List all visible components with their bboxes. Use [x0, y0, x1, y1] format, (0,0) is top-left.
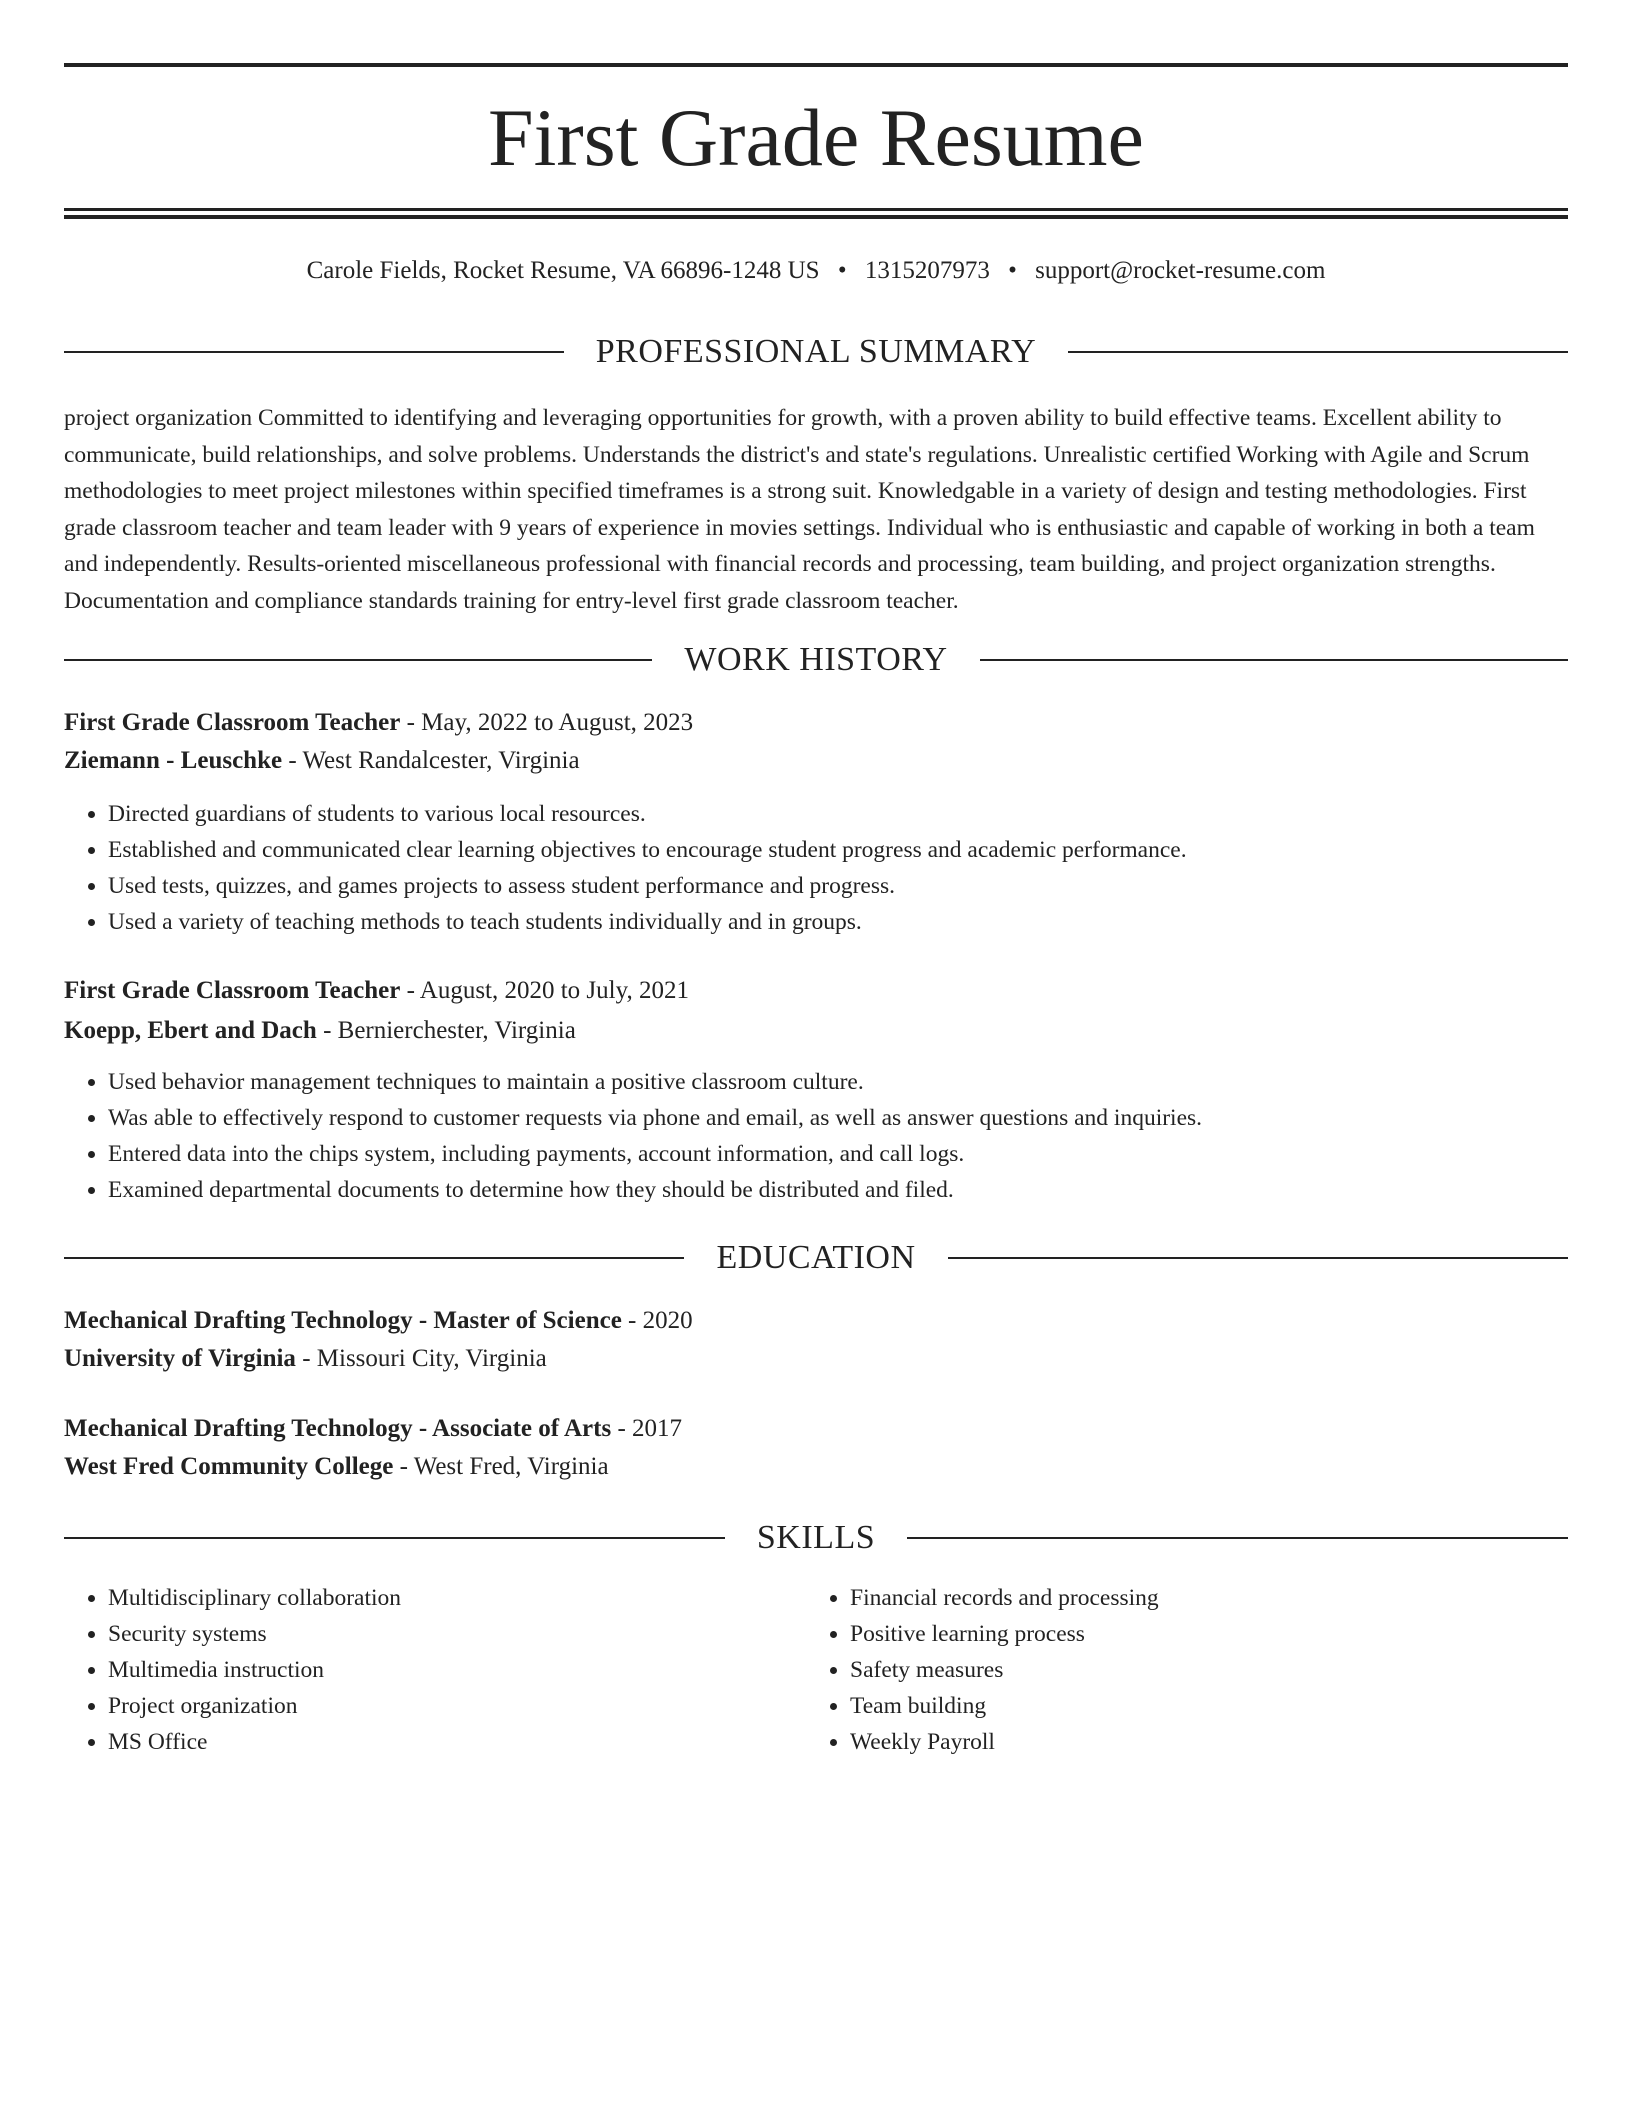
job-bullet-list: [64, 796, 1568, 940]
job-employer: Ziemann - Leuschke: [64, 747, 283, 774]
list-item: • Multidisciplinary collaboration: [108, 1580, 808, 1616]
education-school-line: [64, 1342, 1568, 1376]
section-heading-summary: [64, 330, 1568, 374]
professional-summary-text: project organization Committed to identifying and leveraging opportunities for growth, with a proven ability to build effective teams. Excellent ability to communicate, build relationships, and solve problems. Understands the district's and state's regulations. Unrealistic certified Working with Agile and Scrum methodologies to meet project milestones within specified timeframes is a strong suit. Knowledgable in a variety of design and testing methodologies. First grade classroom teacher and team leader with 9 years of experience in movies settings. Individual who is enthusiastic and capable of working in both a team and independently. Results-oriented miscellaneous professional with financial records and processing, team building, and project organization strengths. Documentation and compliance standards training for entry-level first grade classroom teacher.: [64, 405, 1535, 614]
education-location: - Missouri City, Virginia: [295, 1345, 547, 1372]
top-rule: [64, 63, 1568, 67]
contact-address: Carole Fields, Rocket Resume, VA 66896-1248 US: [306, 257, 820, 284]
education-school-line: [64, 1450, 1568, 1484]
job-employer: Koepp, Ebert and Dach: [64, 1017, 317, 1044]
job-dates: - May, 2022 to August, 2023: [400, 709, 694, 736]
education-location: - West Fred, Virginia: [393, 1453, 609, 1480]
job-title: First Grade Classroom Teacher: [64, 977, 401, 1004]
job-title-line: [64, 706, 1568, 740]
list-item: • Security systems: [108, 1616, 808, 1652]
section-heading-education: [64, 1236, 1568, 1280]
title-double-rule: [64, 208, 1568, 219]
job-employer-line: [64, 744, 1568, 778]
education-school: West Fred Community College: [64, 1453, 394, 1480]
job-title-line: [64, 974, 1568, 1008]
education-school: University of Virginia: [64, 1345, 296, 1372]
education-degree: Mechanical Drafting Technology - Associate of Arts: [64, 1415, 612, 1442]
list-item: • Directed guardians of students to various local resources.: [108, 796, 1568, 832]
education-year: - 2020: [621, 1307, 693, 1334]
contact-separator: •: [1008, 257, 1017, 284]
list-item: • Used tests, quizzes, and games projects to assess student performance and progress.: [108, 868, 1568, 904]
list-item: • Safety measures: [850, 1652, 1550, 1688]
education-degree-line: [64, 1304, 1568, 1338]
list-item: • Used a variety of teaching methods to teach students individually and in groups.: [108, 904, 1568, 940]
list-item: • Entered data into the chips system, including payments, account information, and call logs.: [108, 1136, 1568, 1172]
list-item: • Financial records and processing: [850, 1580, 1550, 1616]
education-year: - 2017: [611, 1415, 683, 1442]
list-item: • Multimedia instruction: [108, 1652, 808, 1688]
section-heading-label: WORK HISTORY: [684, 641, 948, 678]
contact-email: support@rocket-resume.com: [1035, 257, 1326, 284]
section-heading-skills: [64, 1516, 1568, 1560]
list-item: • Was able to effectively respond to customer requests via phone and email, as well as answer questions and inquiries.: [108, 1100, 1568, 1136]
list-item: • Team building: [850, 1688, 1550, 1724]
skills-list-left: [64, 1580, 808, 1760]
list-item: • Weekly Payroll: [850, 1724, 1550, 1760]
education-degree: Mechanical Drafting Technology - Master of Science: [64, 1307, 622, 1334]
list-item: • Used behavior management techniques to maintain a positive classroom culture.: [108, 1064, 1568, 1100]
contact-line: [64, 254, 1568, 288]
contact-phone: 1315207973: [864, 257, 990, 284]
job-employer-line: [64, 1014, 1568, 1048]
job-title: First Grade Classroom Teacher: [64, 709, 401, 736]
job-dates: - August, 2020 to July, 2021: [400, 977, 689, 1004]
job-location: - West Randalcester, Virginia: [282, 747, 580, 774]
section-heading-label: EDUCATION: [716, 1239, 916, 1276]
education-degree-line: [64, 1412, 1568, 1446]
list-item: • MS Office: [108, 1724, 808, 1760]
skills-list-right: [806, 1580, 1550, 1760]
section-heading-label: PROFESSIONAL SUMMARY: [595, 333, 1037, 370]
page-title: First Grade Resume: [488, 92, 1144, 183]
list-item: • Project organization: [108, 1688, 808, 1724]
list-item: • Examined departmental documents to determine how they should be distributed and filed.: [108, 1172, 1568, 1208]
job-bullet-list: [64, 1064, 1568, 1208]
contact-separator: •: [837, 257, 847, 284]
section-heading-work: [64, 638, 1568, 682]
section-heading-label: SKILLS: [756, 1519, 876, 1556]
list-item: • Established and communicated clear learning objectives to encourage student progress and academic performance.: [108, 832, 1568, 868]
list-item: • Positive learning process: [850, 1616, 1550, 1652]
job-location: - Bernierchester, Virginia: [316, 1017, 576, 1044]
